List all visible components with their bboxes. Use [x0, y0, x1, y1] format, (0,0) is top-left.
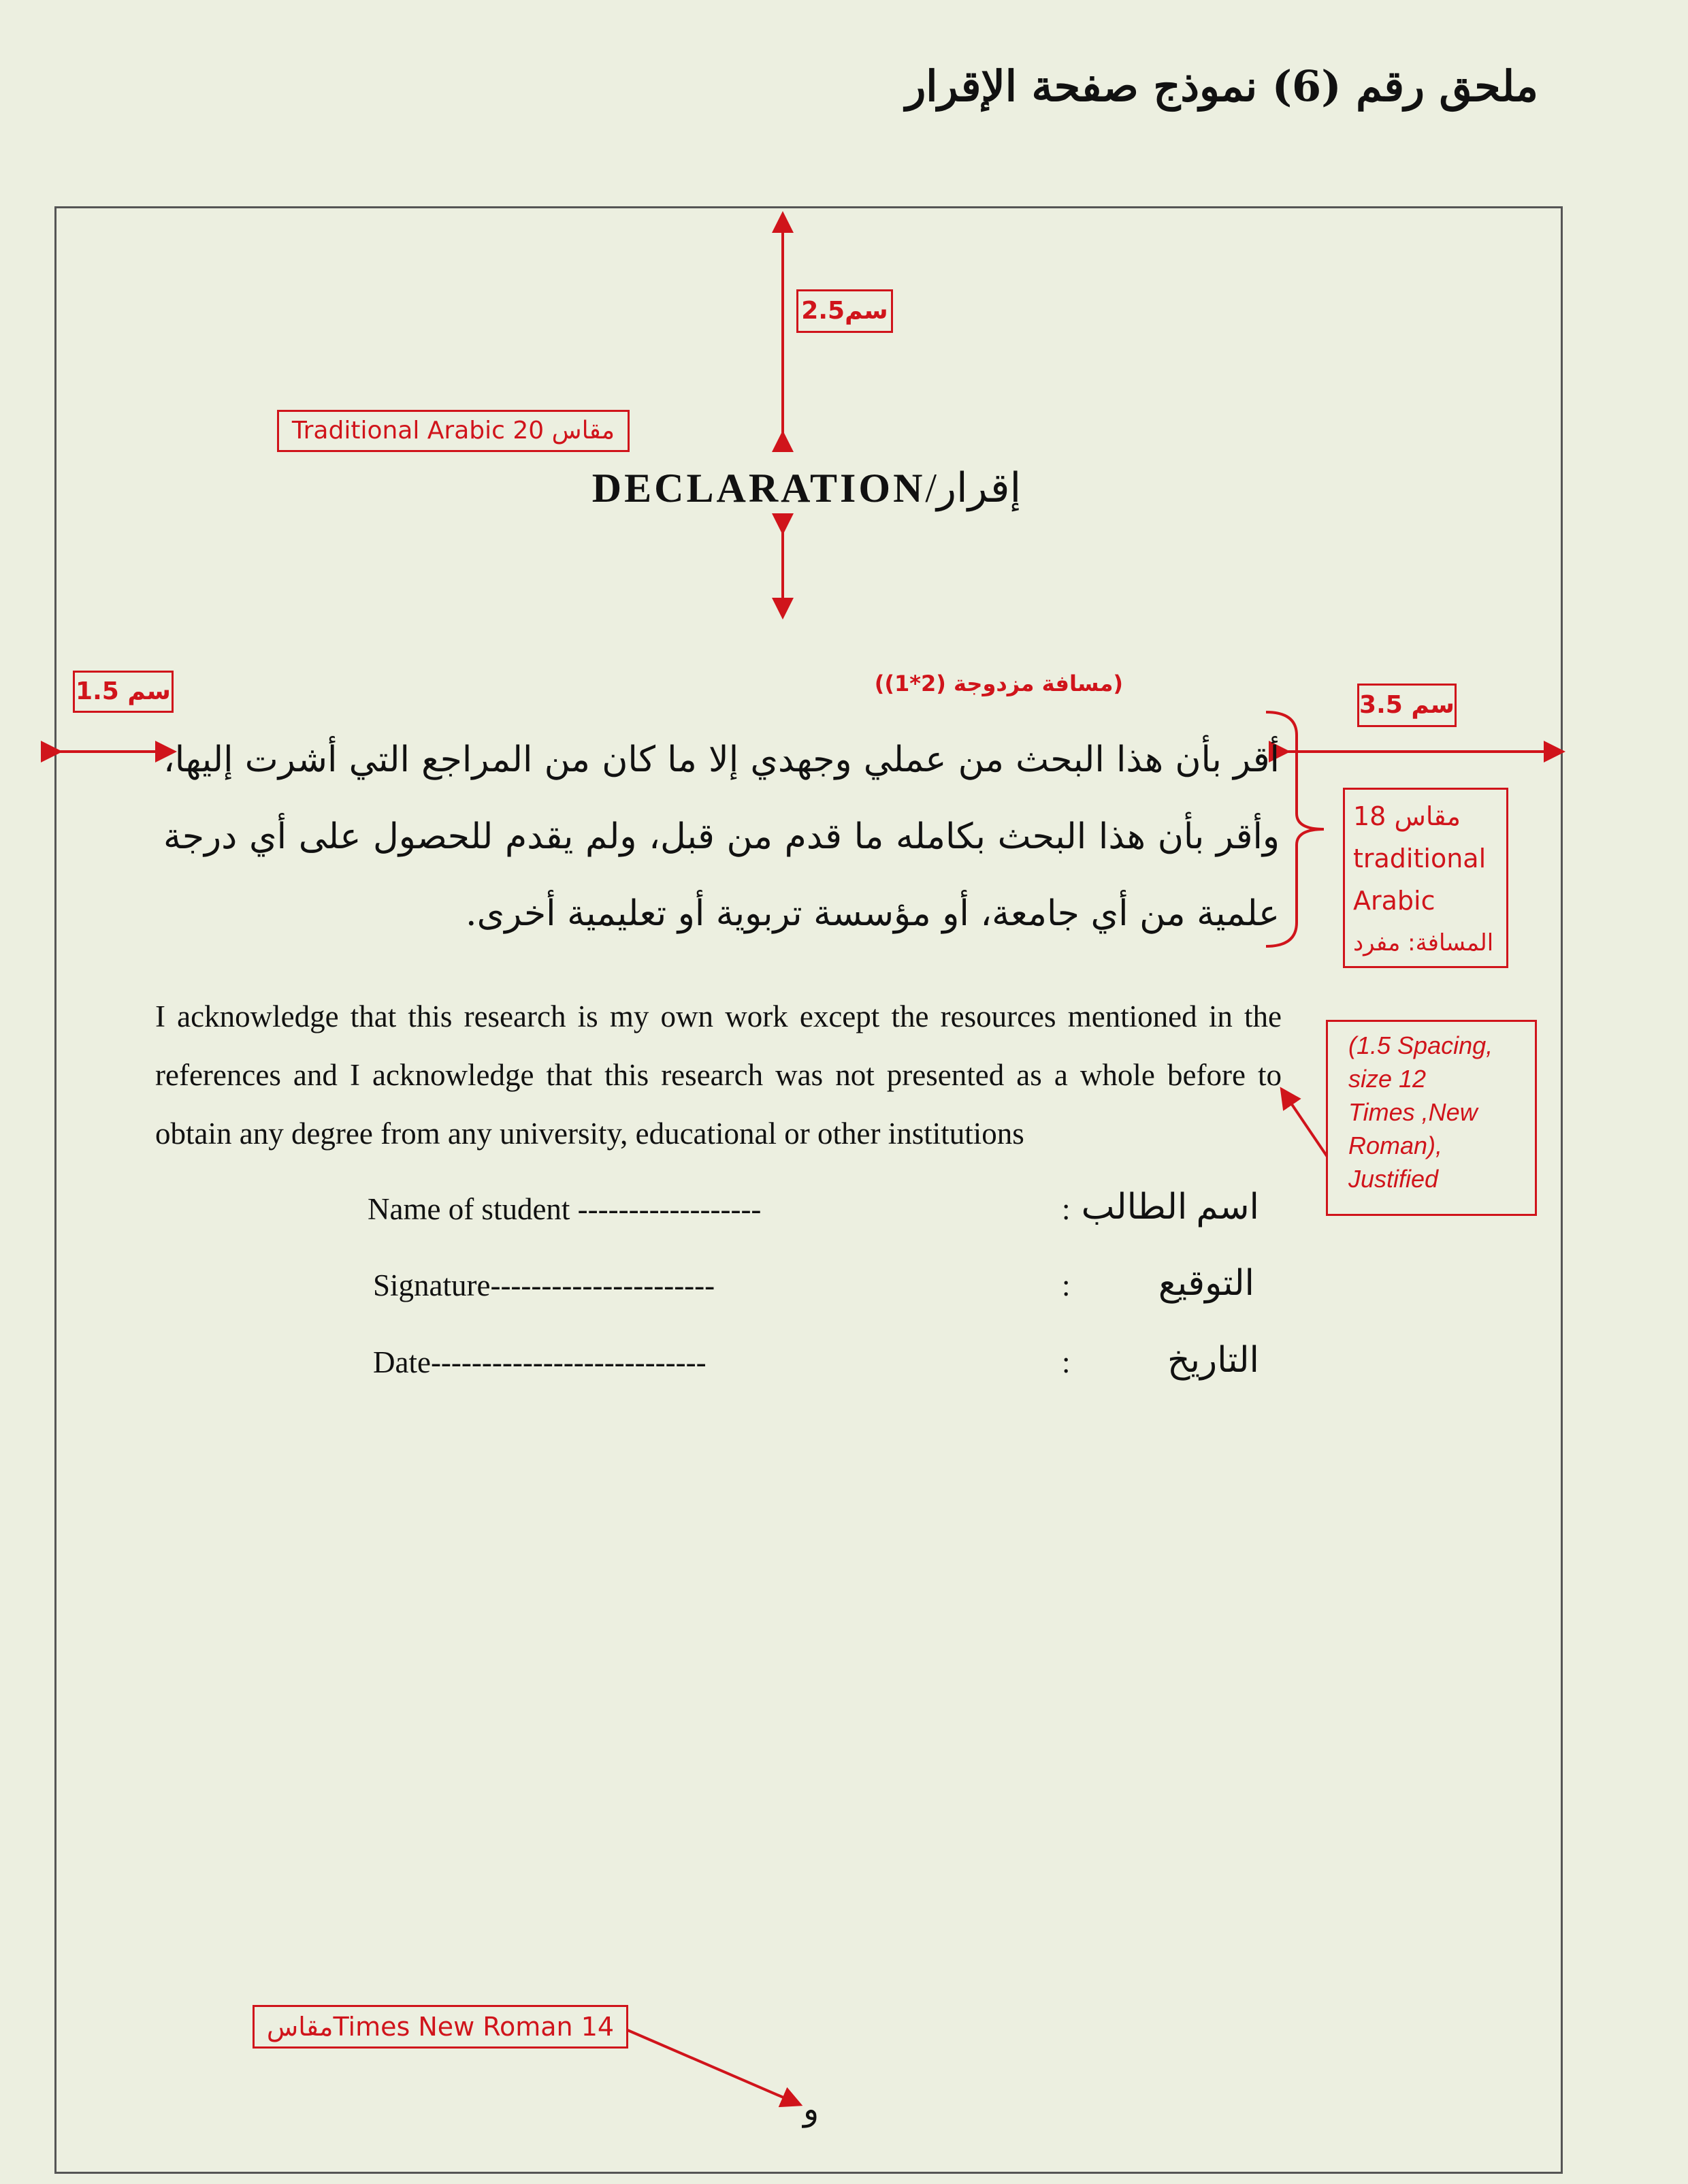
title-font-label: Traditional Arabic 20 مقاس	[277, 410, 630, 452]
english-font-note-line-3: Times ,New	[1348, 1098, 1478, 1126]
signature-arabic-label: التوقيع	[1158, 1264, 1254, 1303]
arabic-font-note	[1343, 788, 1508, 968]
english-font-note-line-1: (1.5 Spacing,	[1348, 1031, 1493, 1059]
top-margin-label: 2.5سم	[796, 289, 893, 333]
student-name-colon: :	[1062, 1192, 1071, 1226]
arabic-font-note-line-1: مقاس 18	[1353, 801, 1461, 831]
arabic-font-note-line-4: المسافة: مفرد	[1353, 929, 1494, 957]
arabic-font-note-line-2: traditional	[1353, 844, 1487, 873]
english-note-pointer	[1283, 1091, 1329, 1159]
title-english: DECLARATION	[591, 466, 926, 511]
student-name-arabic-label: اسم الطالب	[1081, 1188, 1259, 1227]
date-arabic-label: التاريخ	[1167, 1341, 1259, 1380]
arabic-declaration-paragraph: أقر بأن هذا البحث من عملي وجهدي إلا ما كان من المراجع التي أشرت إليها، وأقر بأن هذا البحث بكامله ما قدم من قبل، ولم يقدم للحصول على أي درجة علمية من أي جامعة، أو مؤسسة تربوية أو تعليمية أخرى.	[163, 739, 1280, 934]
date-label: Date---------------------------	[373, 1345, 707, 1379]
double-spacing-label: (مسافة مزدوجة (2*1))	[874, 671, 1123, 696]
right-margin-label: 3.5 سم	[1357, 684, 1457, 727]
english-font-note-line-2: size 12	[1348, 1065, 1427, 1093]
english-font-note-line-5: Justified	[1348, 1165, 1439, 1193]
english-declaration-paragraph: I acknowledge that this research is my own work except the resources mentioned in the references and I acknowledge that this research was not presented as a whole before to obtain any degree from any university, educational or other institutions	[155, 999, 1282, 1151]
signature-colon: :	[1062, 1268, 1071, 1302]
page-header-title: ملحق رقم (6) نموذج صفحة الإقرار	[905, 61, 1538, 111]
page-number: و	[803, 2090, 819, 2128]
title-arabic: إقرار	[937, 464, 1022, 512]
arabic-font-note-line-3: Arabic	[1353, 886, 1435, 916]
english-font-note-line-4: Roman),	[1348, 1131, 1443, 1159]
signature-label: Signature----------------------	[373, 1268, 715, 1302]
page-number-pointer	[628, 2030, 798, 2104]
date-colon: :	[1062, 1345, 1071, 1379]
left-margin-label: 1.5 سم	[73, 671, 174, 713]
english-font-note	[1326, 1020, 1537, 1216]
title-separator: /	[925, 466, 937, 511]
declaration-title	[0, 464, 1613, 512]
page-number-font-label: مقاسTimes New Roman 14	[253, 2005, 628, 2049]
student-name-label: Name of student ------------------	[368, 1192, 762, 1226]
